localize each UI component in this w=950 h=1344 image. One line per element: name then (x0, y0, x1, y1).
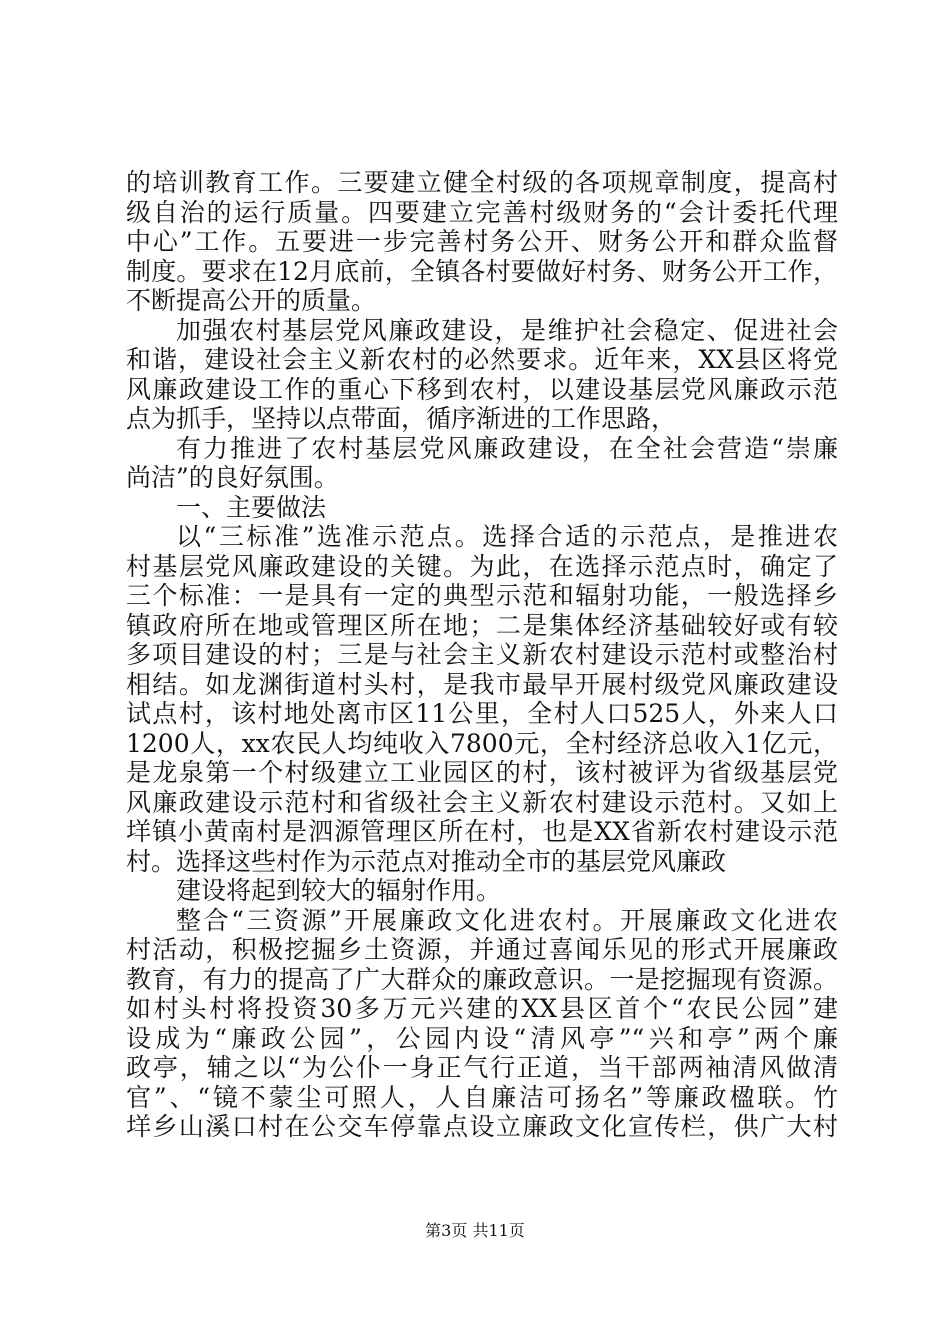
text-line: 三个标准：一是具有一定的典型示范和辐射功能，一般选择乡 (126, 581, 838, 610)
text-line: 加强农村基层党风廉政建设，是维护社会稳定、促进社会 (176, 315, 838, 345)
text-line: 相结。如龙渊街道村头村，是我市最早开展村级党风廉政建设 (126, 669, 838, 699)
text-line: 建设将起到较大的辐射作用。 (176, 876, 502, 905)
text-line: 风廉政建设工作的重心下移到农村，以建设基层党风廉政示范 (126, 374, 838, 404)
text-line: 政亭，辅之以“为公仆一身正气行正道，当干部两袖清风做清 (126, 1053, 838, 1082)
text-line: 的培训教育工作。三要建立健全村级的各项规章制度，提高村 (126, 168, 838, 197)
text-line: 级自治的运行质量。四要建立完善村级财务的“会计委托代理 (126, 197, 838, 227)
text-line: 村活动，积极挖掘乡土资源，并通过喜闻乐见的形式开展廉政 (126, 935, 838, 964)
text-line: 制度。要求在12月底前，全镇各村要做好村务、财务公开工作， (126, 256, 838, 286)
text-line: 试点村，该村地处离市区11公里，全村人口525人，外来人口 (126, 699, 838, 728)
text-line: 有力推进了农村基层党风廉政建设，在全社会营造“崇廉 (176, 433, 838, 463)
text-line: 设成为“廉政公园”，公园内设“清风亭”“兴和亭”两个廉 (126, 1023, 838, 1053)
text-line: 官”、“镜不蒙尘可照人，人自廉洁可扬名”等廉政楹联。竹 (126, 1082, 838, 1112)
text-line: 多项目建设的村；三是与社会主义新农村建设示范村或整治村 (126, 640, 838, 669)
document-body (126, 168, 838, 1142)
text-line: 垟乡山溪口村在公交车停靠点设立廉政文化宣传栏，供广大村 (126, 1112, 838, 1141)
text-line: 垟镇小黄南村是泗源管理区所在村，也是XX省新农村建设示范 (126, 817, 838, 846)
text-line: 不断提高公开的质量。 (126, 286, 377, 315)
text-line: 是龙泉第一个村级建立工业园区的村，该村被评为省级基层党 (126, 758, 838, 787)
text-line: 1200人，xx农民人均纯收入7800元，全村经济总收入1亿元， (126, 728, 838, 758)
text-line: 风廉政建设示范村和省级社会主义新农村建设示范村。又如上 (126, 787, 838, 817)
text-line: 整合“三资源”开展廉政文化进农村。开展廉政文化进农 (176, 905, 838, 935)
text-line: 教育，有力的提高了广大群众的廉政意识。一是挖掘现有资源。 (126, 964, 838, 994)
page-footer: 第3页 共11页 (425, 1221, 525, 1240)
text-line: 村基层党风廉政建设的关键。为此，在选择示范点时，确定了 (126, 551, 838, 581)
text-line: 如村头村将投资30多万元兴建的XX县区首个“农民公园”建 (126, 994, 838, 1023)
text-line: 一、主要做法 (176, 492, 327, 522)
text-line: 中心”工作。五要进一步完善村务公开、财务公开和群众监督 (126, 227, 838, 256)
text-line: 村。选择这些村作为示范点对推动全市的基层党风廉政 (126, 846, 727, 876)
text-line: 尚洁”的良好氛围。 (126, 463, 339, 492)
text-line: 点为抓手，坚持以点带面，循序渐进的工作思路， (126, 404, 677, 433)
text-line: 镇政府所在地或管理区所在地；二是集体经济基础较好或有较 (126, 610, 838, 640)
text-line: 和谐，建设社会主义新农村的必然要求。近年来，XX县区将党 (126, 345, 838, 374)
text-line: 以“三标准”选准示范点。选择合适的示范点，是推进农 (176, 522, 838, 551)
